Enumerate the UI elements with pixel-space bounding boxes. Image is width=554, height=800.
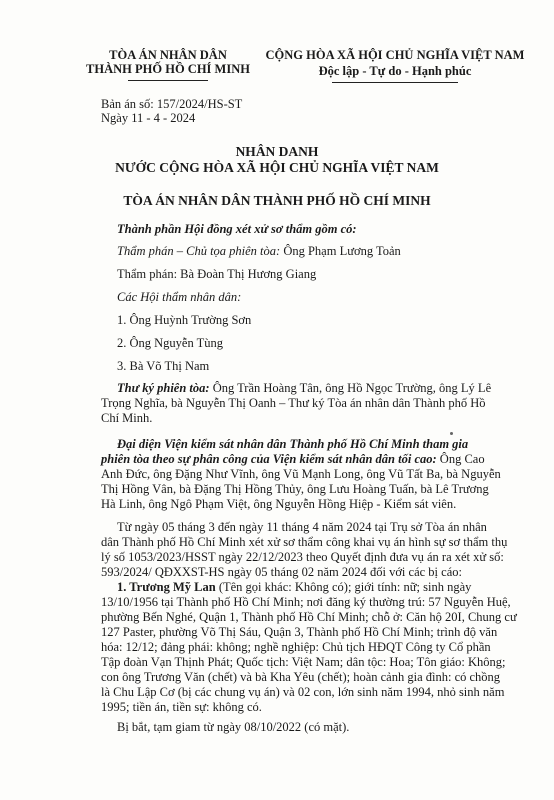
trial-line2: dân Thành phố Hồ Chí Minh xét xử sơ thẩm công khai vụ án hình sự sơ thẩm thụ xyxy=(101,535,508,549)
presiding-judge-name: Ông Phạm Lương Toản xyxy=(280,244,401,258)
defendant-line3: phường Bến Nghé, Quận 1, Thành phố Hồ Chí Minh; chỗ ở: Căn hộ 20I, Chung cư xyxy=(101,610,517,624)
judgment-date: Ngày 11 - 4 - 2024 xyxy=(101,111,196,125)
trial-line1: Từ ngày 05 tháng 3 đến ngày 11 tháng 4 năm 2024 tại Trụ sở Tòa án nhân xyxy=(117,520,487,534)
title-court: TÒA ÁN NHÂN DÂN THÀNH PHỐ HỒ CHÍ MINH xyxy=(123,193,431,208)
judge-line: Thẩm phán: Bà Đoàn Thị Hương Giang xyxy=(117,267,317,281)
defendant-line1: 1. Trương Mỹ Lan (Tên gọi khác: Không có); giới tính: nữ; sinh ngày xyxy=(117,580,472,594)
defendant-line6: Tập đoàn Vạn Thịnh Phát; Quốc tịch: Việt Nam; dân tộc: Hoa; Tôn giáo: Không; xyxy=(101,655,506,669)
defendant-detention: Bị bắt, tạm giam từ ngày 08/10/2022 (có mặt). xyxy=(117,720,350,734)
clerk-line1: Thư ký phiên tòa: Ông Trần Hoàng Tân, ông Hồ Ngọc Trường, ông Lý Lê xyxy=(117,381,492,395)
procuracy-line2: phiên tòa theo sự phân công của Viện kiểm sát nhân dân tối cao: Ông Cao xyxy=(101,452,485,466)
procuracy-line3: Anh Đức, ông Đặng Như Vĩnh, ông Vũ Mạnh Long, ông Vũ Tất Ba, bà Nguyễn xyxy=(101,467,501,481)
presiding-judge-line xyxy=(117,244,401,259)
clerk-label: Thư ký phiên tòa: xyxy=(117,381,210,395)
court-underline xyxy=(128,80,208,81)
presiding-judge-label: Thẩm phán – Chủ tọa phiên tòa: xyxy=(117,244,281,258)
nation-name: CỘNG HÒA XÃ HỘI CHỦ NGHĨA VIỆT NAM xyxy=(265,48,525,62)
panel-heading: Thành phần Hội đồng xét xử sơ thẩm gồm có: xyxy=(117,222,357,236)
judgment-number: Bản án số: 157/2024/HS-ST xyxy=(101,97,243,111)
assessor-item: 1. Ông Huỳnh Trường Sơn xyxy=(117,313,252,327)
trial-line4: 593/2024/ QĐXXST-HS ngày 05 tháng 02 năm 2024 đối với các bị cáo: xyxy=(101,565,462,579)
title-nation: NƯỚC CỘNG HÒA XÃ HỘI CHỦ NGHĨA VIỆT NAM xyxy=(115,160,439,175)
defendant-line4: 127 Paster, phường Võ Thị Sáu, Quận 3, Thành phố Hồ Chí Minh; trình độ văn xyxy=(101,625,498,639)
defendant-line8: là Chu Lập Cơ (bị các chung vụ án) và 02 con, lớn sinh năm 1994, nhỏ sinh năm xyxy=(101,685,505,699)
motto-underline xyxy=(332,82,458,83)
court-name-line2: THÀNH PHỐ HỒ CHÍ MINH xyxy=(86,62,250,76)
procuracy-line1: Đại diện Viện kiểm sát nhân dân Thành phố Hồ Chí Minh tham gia xyxy=(117,437,469,451)
clerk-line3: Chí Minh. xyxy=(101,411,153,425)
defendant-line2: 13/10/1956 tại Thành phố Hồ Chí Minh; nơi đăng ký thường trú: 57 Nguyễn Huệ, xyxy=(101,595,511,609)
defendant-line9: 1995; tiền án, tiền sự: không có. xyxy=(101,700,262,714)
nation-motto: Độc lập - Tự do - Hạnh phúc xyxy=(318,64,472,78)
court-name-line1: TÒA ÁN NHÂN DÂN xyxy=(109,48,227,62)
defendant-name: 1. Trương Mỹ Lan xyxy=(117,580,216,594)
assessor-item: 3. Bà Võ Thị Nam xyxy=(117,359,210,373)
defendant-line7: con ông Trương Văn (chết) và bà Kha Yêu (chết); hoàn cảnh gia đình: có chồng xyxy=(101,670,501,684)
defendant-line5: hóa: 12/12; đảng phái: không; nghề nghiệp: Chủ tịch HĐQT Công ty Cổ phần xyxy=(101,640,491,654)
title-in-the-name: NHÂN DANH xyxy=(235,144,319,159)
procuracy-line5: Hà Linh, ông Ngô Phạm Việt, ông Nguyễn Hồng Hiệp - Kiểm sát viên. xyxy=(101,497,457,511)
procuracy-line4: Thị Hồng Vân, bà Đặng Thị Hồng Thủy, ông Lưu Hoàng Tuấn, bà Lê Trương xyxy=(101,482,489,496)
assessor-item: 2. Ông Nguyễn Tùng xyxy=(117,336,224,350)
clerk-line2: Trọng Nghĩa, bà Nguyễn Thị Oanh – Thư ký Tòa án nhân dân Thành phố Hồ xyxy=(101,396,486,410)
assessors-label: Các Hội thẩm nhân dân: xyxy=(117,290,242,304)
scan-mark xyxy=(450,432,453,435)
trial-line3: lý số 1053/2023/HSST ngày 22/12/2023 theo Quyết định đưa vụ án ra xét xử số: xyxy=(101,550,504,564)
